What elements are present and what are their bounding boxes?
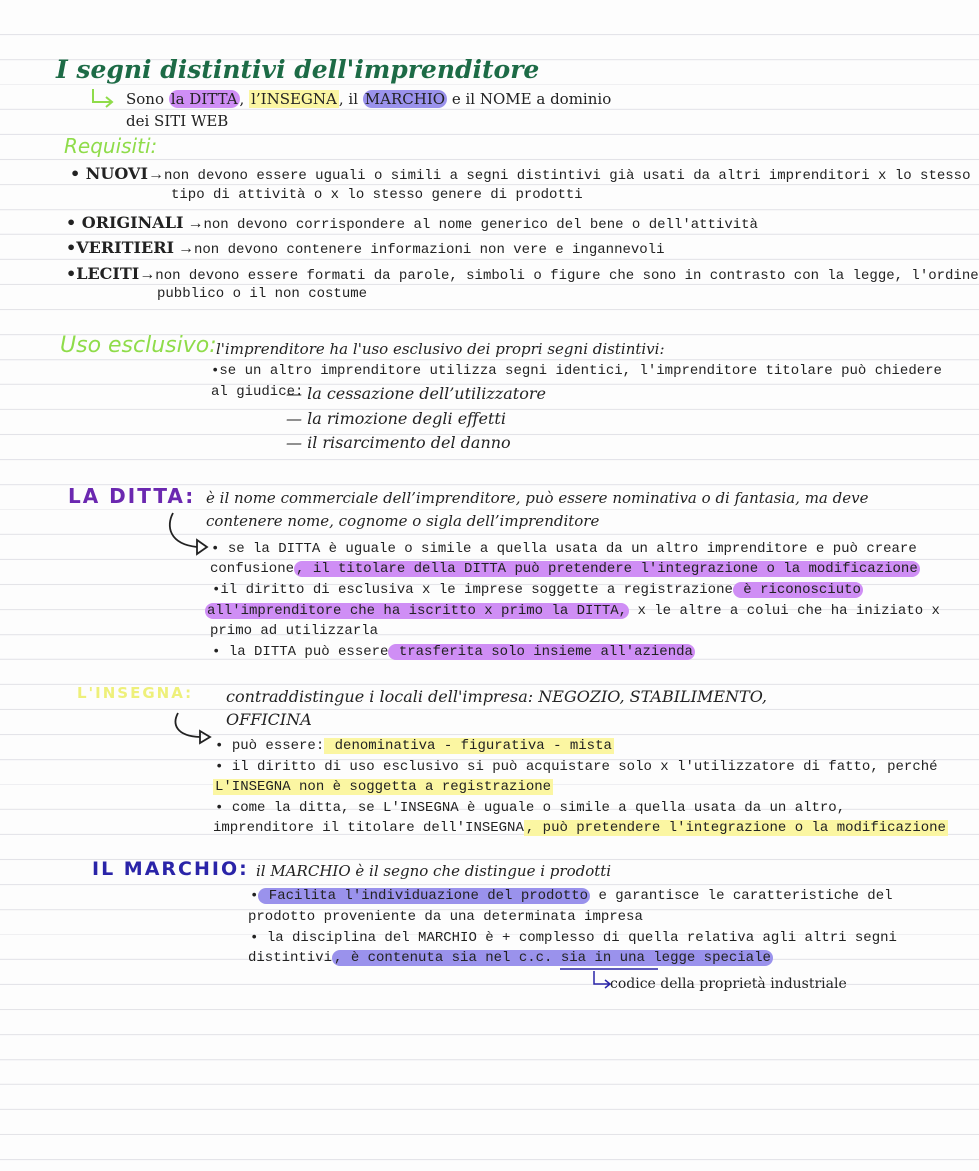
marchio-text: e garantisce le caratteristiche del <box>590 888 893 904</box>
list-item: • ORIGINALI →non devono corrispondere al nome generico del bene o dell'attività <box>66 213 758 233</box>
arrow-icon: → <box>178 240 194 257</box>
ditta-text: x le altre a colui che ha iniziato x <box>629 603 940 619</box>
uso-esclusivo-heading: Uso esclusivo: <box>60 333 217 358</box>
ditta-text: il diritto di esclusiva x le imprese soggette a registrazione <box>220 582 733 598</box>
requisite-label: LECITI <box>76 264 140 283</box>
requisite-label: ORIGINALI <box>81 213 184 232</box>
remedy-item: — il risarcimento del danno <box>286 433 511 452</box>
list-item <box>70 164 970 184</box>
uso-point: •se un altro imprenditore utilizza segni identici, l'imprenditore titolare può chiedere <box>211 363 942 379</box>
insegna-highlight: , può pretendere l'integrazione o la modificazione <box>525 820 946 836</box>
ditta-highlight: all'imprenditore che ha iscritto x primo la DITTA, <box>207 603 628 619</box>
insegna-text: come la ditta, se L'INSEGNA è uguale o simile a quella usata da un altro, <box>231 800 846 816</box>
marchio-point: • la disciplina del MARCHIO è + complesso di quella relativa agli altri segni <box>250 930 897 946</box>
insegna-definition: contraddistingue i locali dell'impresa: NEGOZIO, STABILIMENTO, <box>226 687 767 706</box>
marchio-highlight: , è contenuta sia nel c.c. sia in una legge speciale <box>334 950 771 966</box>
ditta-heading: LA DITTA: <box>68 484 196 508</box>
ditta-text: primo ad utilizzarla <box>210 623 379 639</box>
remedy-item: — la rimozione degli effetti <box>286 409 506 428</box>
arrow-icon: → <box>187 215 204 232</box>
insegna-text: imprenditore il titolare dell'INSEGNA <box>213 820 524 836</box>
marchio-point <box>248 950 773 966</box>
ditta-text: la DITTA può essere <box>228 644 389 660</box>
intro-line-2: dei SITI WEB <box>126 112 229 130</box>
ditta-point <box>210 561 920 577</box>
ditta-text: se la DITTA è uguale o simile a quella usata da un altro imprenditore e può creare <box>227 541 917 557</box>
insegna-highlight: denominativa - figurativa - mista <box>326 738 612 754</box>
ditta-point <box>205 603 940 619</box>
marchio-heading: IL MARCHIO: <box>92 858 249 880</box>
marchio-text: distintivi <box>248 950 333 966</box>
separator: , <box>239 90 250 108</box>
uso-text: al giudice: <box>211 384 304 400</box>
ditta-point: • se la DITTA è uguale o simile a quella usata da un altro imprenditore e può creare <box>211 541 917 557</box>
ditta-definition: è il nome commerciale dell’imprenditore, può essere nominativa o di fantasia, ma deve <box>206 489 869 507</box>
marchio-definition: il MARCHIO è il segno che distingue i prodotti <box>256 862 612 880</box>
intro-line <box>126 90 611 108</box>
requisite-label: VERITIERI <box>76 238 174 257</box>
uso-text: se un altro imprenditore utilizza segni identici, l'imprenditore titolare può chiedere <box>219 363 942 379</box>
remedy-item: — la cessazione dell’utilizzatore <box>286 384 546 403</box>
intro-text: e il NOME a dominio <box>451 90 612 108</box>
requisiti-heading: Requisiti: <box>64 134 158 158</box>
separator: , il <box>338 90 359 108</box>
marchio-point: • Facilita l'individuazione del prodotto e garantisce le caratteristiche del <box>250 888 893 904</box>
page-title: I segni distintivi dell'imprenditore <box>56 55 540 84</box>
requisite-text: pubblico o il non costume <box>157 286 368 302</box>
ditta-highlight: trasferita solo insieme all'azienda <box>390 644 693 660</box>
marchio-note: codice della proprietà industriale <box>610 976 847 992</box>
insegna-heading: L'INSEGNA: <box>77 684 194 702</box>
ditta-definition: contenere nome, cognome o sigla dell’imprenditore <box>206 512 600 530</box>
insegna-point: • può essere: denominativa - figurativa - mista <box>215 738 612 754</box>
requisite-text: tipo di attività o x lo stesso genere di prodotti <box>171 187 583 203</box>
insegna-point: • come la ditta, se L'INSEGNA è uguale o simile a quella usata da un altro, <box>215 800 846 816</box>
marchio-text: la disciplina del MARCHIO è + complesso di quella relativa agli altri segni <box>266 930 897 946</box>
insegna-definition: OFFICINA <box>226 710 312 729</box>
uso-subtitle: l'imprenditore ha l'uso esclusivo dei propri segni distintivi: <box>216 340 665 358</box>
marchio-highlight: Facilita l'individuazione del prodotto <box>260 888 589 904</box>
curved-arrow-icon <box>163 512 211 558</box>
return-arrow-icon <box>90 88 116 110</box>
requisite-text: non devono corrispondere al nome generico del bene o dell'attività <box>203 217 758 233</box>
insegna-point <box>213 820 948 836</box>
arrow-icon: → <box>147 166 164 183</box>
requisite-text: non devono essere uguali o simili a segni distintivi già usati da altri imprenditori x lo stesso <box>163 168 971 184</box>
intro-text: Sono <box>126 90 164 108</box>
requisite-text: non devono contenere informazioni non vere e ingannevoli <box>194 242 665 258</box>
curved-arrow-icon <box>170 712 214 748</box>
requisite-label: NUOVI <box>85 164 148 183</box>
list-item: •VERITIERI →non devono contenere informazioni non vere e ingannevoli <box>66 238 665 258</box>
ditta-text: confusione <box>210 561 295 577</box>
marchio-text: prodotto proveniente da una determinata impresa <box>248 909 643 925</box>
ditta-highlight: la DITTA <box>170 90 238 108</box>
insegna-text: il diritto di uso esclusivo si può acquistare solo x l'utilizzatore di fatto, perché <box>231 759 938 775</box>
ditta-highlight: è riconosciuto <box>734 582 861 598</box>
ditta-point: •il diritto di esclusiva x le imprese soggette a registrazione è riconosciuto <box>212 582 861 598</box>
ditta-point: • la DITTA può essere trasferita solo insieme all'azienda <box>212 644 693 660</box>
ditta-highlight: , il titolare della DITTA può pretendere l'integrazione o la modificazione <box>296 561 918 577</box>
insegna-point: • il diritto di uso esclusivo si può acquistare solo x l'utilizzatore di fatto, perché <box>215 759 938 775</box>
insegna-point <box>213 779 553 795</box>
requisite-text: non devono essere formati da parole, simboli o figure che sono in contrasto con la legge, l'ordine <box>155 268 979 284</box>
list-item: •LECITI→non devono essere formati da parole, simboli o figure che sono in contrasto con la legge, l'ordine <box>66 264 979 284</box>
insegna-text: può essere: <box>231 738 325 754</box>
bullet-label: • NUOVI <box>70 164 148 183</box>
insegna-highlight: l’INSEGNA <box>251 90 337 108</box>
arrow-icon: → <box>139 266 156 283</box>
insegna-highlight: L'INSEGNA non è soggetta a registrazione <box>215 779 552 795</box>
marchio-highlight: MARCHIO <box>364 90 446 108</box>
